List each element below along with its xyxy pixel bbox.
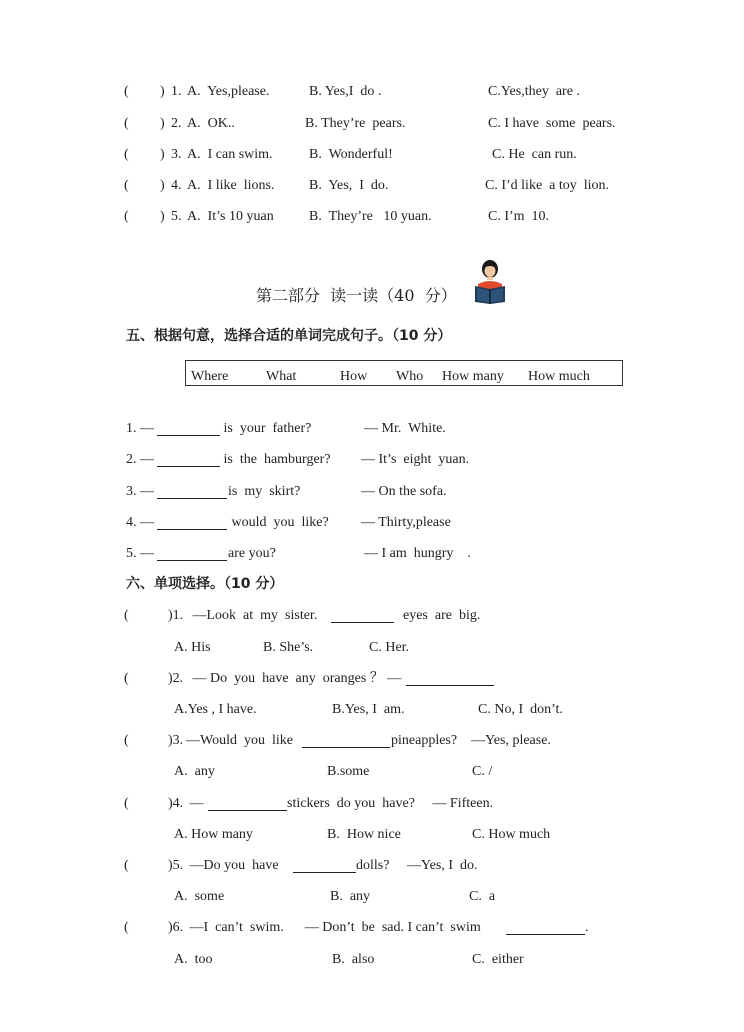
- question-number: )3.: [168, 733, 184, 748]
- word-bank-word: How much: [528, 369, 590, 384]
- part-title: 第二部分 读一读（40 分）: [256, 286, 457, 305]
- question-stem: —: [186, 796, 204, 811]
- question-stem: —Would you like: [186, 733, 297, 748]
- item-number: 2. —: [126, 452, 154, 467]
- answer-blank[interactable]: [157, 452, 220, 467]
- reply-text: — Thirty,please: [361, 515, 451, 530]
- option-b: B. How nice: [327, 827, 401, 842]
- word-bank-word: How: [340, 369, 368, 384]
- option-a: A. I can swim.: [187, 147, 273, 162]
- question-number: )1.: [168, 608, 184, 623]
- answer-paren-open: (: [124, 84, 129, 99]
- item-number: 4.: [171, 178, 182, 193]
- answer-blank[interactable]: [157, 546, 227, 561]
- answer-paren-close: ): [160, 84, 165, 99]
- word-bank-word: What: [266, 369, 297, 384]
- option-b: B.some: [327, 764, 370, 779]
- option-b: B.Yes, I am.: [332, 702, 405, 717]
- reply-text: — Mr. White.: [364, 421, 446, 436]
- answer-paren-open: (: [124, 858, 129, 873]
- sentence-text: is your father?: [220, 421, 312, 436]
- option-b: B. Yes, I do.: [309, 178, 389, 193]
- answer-paren-close: ): [160, 209, 165, 224]
- answer-paren-open: (: [124, 116, 129, 131]
- question-stem: —I can’t swim. — Don’t be sad. I can’t swim: [186, 920, 485, 935]
- answer-blank[interactable]: [406, 671, 494, 686]
- question-number: )4.: [168, 796, 184, 811]
- option-a: A. How many: [174, 827, 253, 842]
- item-number: 5.: [171, 209, 182, 224]
- option-a: A. some: [174, 889, 225, 904]
- word-bank-word: Who: [396, 369, 424, 384]
- reply-text: — It’s eight yuan.: [361, 452, 470, 467]
- answer-blank[interactable]: [293, 858, 356, 873]
- item-number: 1. —: [126, 421, 154, 436]
- sentence-text: are you?: [228, 546, 276, 561]
- option-c: C. I’m 10.: [488, 209, 550, 224]
- option-a: A. too: [174, 952, 213, 967]
- answer-blank[interactable]: [157, 421, 220, 436]
- question-stem-end: .: [585, 920, 589, 935]
- option-c: C. He can run.: [492, 147, 577, 162]
- question-stem: — Do you have any oranges ？ —: [189, 671, 402, 686]
- option-c: C.Yes,they are .: [488, 84, 580, 99]
- question-stem-end: dolls? —Yes, I do.: [356, 858, 478, 873]
- option-a: A. Yes,please.: [187, 84, 270, 99]
- item-number: 1.: [171, 84, 182, 99]
- option-a: A. His: [174, 640, 211, 655]
- reply-text: — On the sofa.: [361, 484, 447, 499]
- option-c: C. I have some pears.: [488, 116, 616, 131]
- option-b: B. She’s.: [263, 640, 314, 655]
- reply-text: — I am hungry .: [364, 546, 471, 561]
- answer-blank[interactable]: [331, 608, 394, 623]
- answer-blank[interactable]: [208, 796, 287, 811]
- option-a: A.Yes , I have.: [174, 702, 257, 717]
- question-stem-end: stickers do you have? — Fifteen.: [287, 796, 494, 811]
- answer-paren-open: (: [124, 671, 129, 686]
- answer-blank[interactable]: [157, 484, 227, 499]
- answer-paren-open: (: [124, 733, 129, 748]
- question-number: )6.: [168, 920, 184, 935]
- question-stem-end: eyes are big.: [396, 608, 481, 623]
- option-a: A. any: [174, 764, 215, 779]
- answer-paren-open: (: [124, 796, 129, 811]
- answer-paren-open: (: [124, 209, 129, 224]
- question-number: )2.: [168, 671, 184, 686]
- answer-blank[interactable]: [506, 920, 585, 935]
- option-c: C. I’d like a toy lion.: [485, 178, 610, 193]
- answer-paren-close: ): [160, 116, 165, 131]
- option-b: B. Wonderful!: [309, 147, 393, 162]
- option-c: C. Her.: [369, 640, 410, 655]
- reading-student-icon: [474, 258, 508, 304]
- word-bank-word: Where: [191, 369, 229, 384]
- answer-blank[interactable]: [302, 733, 390, 748]
- item-number: 5. —: [126, 546, 154, 561]
- answer-paren-close: ): [160, 178, 165, 193]
- option-c: C. a: [469, 889, 496, 904]
- option-a: A. OK..: [187, 116, 235, 131]
- question-stem: —Do you have: [186, 858, 286, 873]
- word-bank-word: How many: [442, 369, 504, 384]
- option-c: C. How much: [472, 827, 551, 842]
- sentence-text: is the hamburger?: [220, 452, 331, 467]
- item-number: 4. —: [126, 515, 154, 530]
- answer-paren-close: ): [160, 147, 165, 162]
- option-c: C. /: [472, 764, 493, 779]
- option-c: C. either: [472, 952, 524, 967]
- option-b: B. They’re pears.: [305, 116, 406, 131]
- item-number: 2.: [171, 116, 182, 131]
- option-c: C. No, I don’t.: [478, 702, 563, 717]
- item-number: 3. —: [126, 484, 154, 499]
- option-b: B. also: [332, 952, 375, 967]
- option-a: A. It’s 10 yuan: [187, 209, 274, 224]
- option-b: B. They’re 10 yuan.: [309, 209, 432, 224]
- question-stem-end: pineapples? —Yes, please.: [391, 733, 551, 748]
- section-heading: 六、单项选择。（10 分）: [126, 576, 284, 592]
- answer-paren-open: (: [124, 920, 129, 935]
- option-b: B. any: [330, 889, 371, 904]
- question-stem: —Look at my sister.: [189, 608, 328, 623]
- section-heading: 五、根据句意，选择合适的单词完成句子。（10 分）: [126, 328, 452, 344]
- sentence-text: would you like?: [228, 515, 329, 530]
- question-number: )5.: [168, 858, 184, 873]
- option-a: A. I like lions.: [187, 178, 275, 193]
- answer-paren-open: (: [124, 178, 129, 193]
- answer-paren-open: (: [124, 608, 129, 623]
- option-b: B. Yes,I do .: [309, 84, 382, 99]
- sentence-text: is my skirt?: [228, 484, 301, 499]
- answer-paren-open: (: [124, 147, 129, 162]
- item-number: 3.: [171, 147, 182, 162]
- answer-blank[interactable]: [157, 515, 227, 530]
